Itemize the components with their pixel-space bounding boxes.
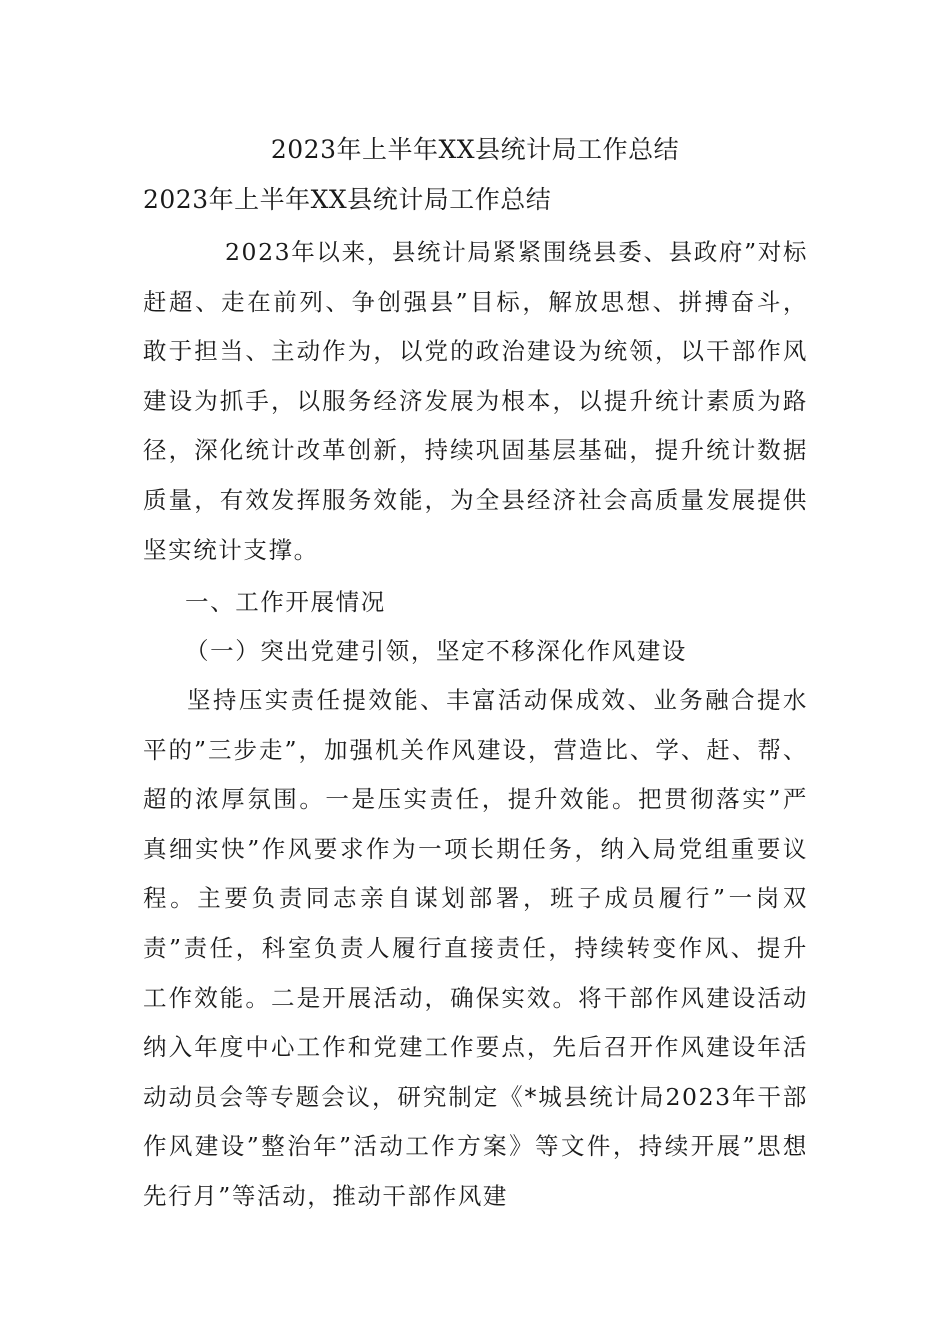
body-paragraph: 坚持压实责任提效能、丰富活动保成效、业务融合提水平的”三步走”，加强机关作风建设，营造比、学、赶、帮、超的浓厚氛围。一是压实责任，提升效能。把贯彻落实”严真细实快”作风要求作为一项长期任务，纳入局党组重要议程。主要负责同志亲自谋划部署，班子成员履行”一岗双责”责任，科室负责人履行直接责任，持续转变作风、提升工作效能。二是开展活动，确保实效。将干部作风建设活动纳入年度中心工作和党建工作要点，先后召开作风建设年活动动员会等专题会议，研究制定《*城县统计局2023年干部作风建设”整治年”活动工作方案》等文件，持续开展”思想先行月”等活动，推动干部作风建: [143, 686, 808, 1210]
document-subtitle: 2023年上半年XX县统计局工作总结: [143, 185, 552, 214]
subsection-heading: （一）突出党建引领，坚定不移深化作风建设: [185, 637, 687, 665]
intro-paragraph: 2023年以来，县统计局紧紧围绕县委、县政府”对标赶超、走在前列、争创强县”目标，解放思想、拼搏奋斗，敢于担当、主动作为，以党的政治建设为统领，以干部作风建设为抓手，以服务经济发展为根本，以提升统计素质为路径，深化统计改革创新，持续巩固基层基础，提升统计数据质量，有效发挥服务效能，为全县经济社会高质量发展提供坚实统计支撑。: [143, 238, 808, 564]
section-heading: 一、工作开展情况: [185, 588, 386, 616]
document-title: 2023年上半年XX县统计局工作总结: [270, 135, 680, 164]
